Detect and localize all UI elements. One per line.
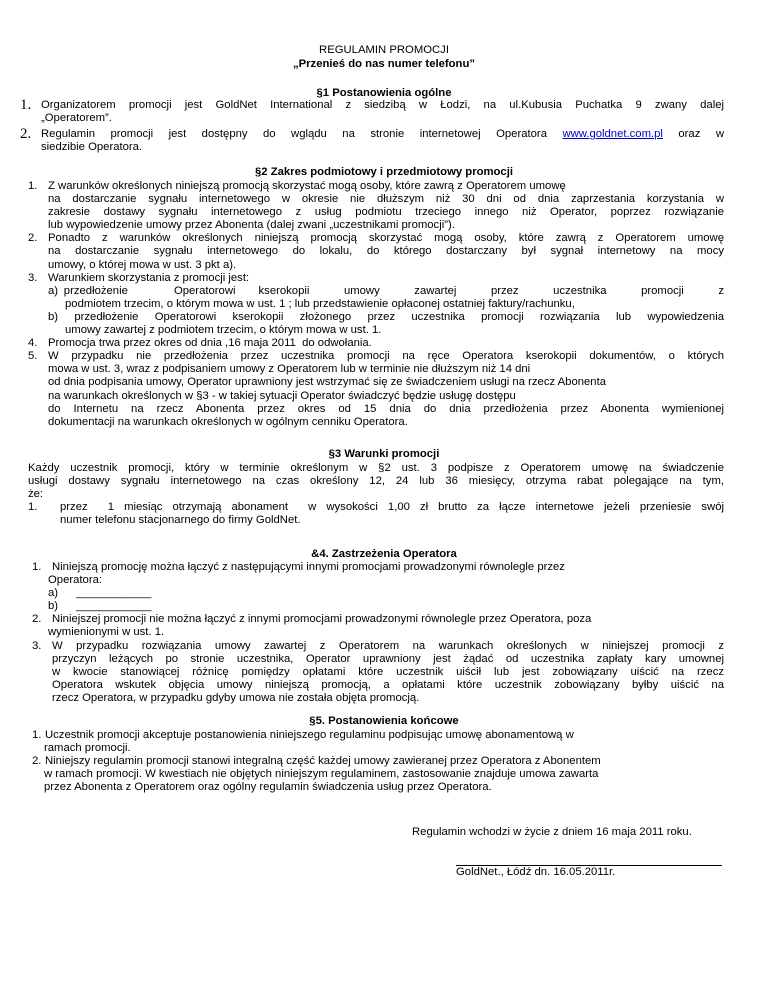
item-text: Organizatorem promocji jest GoldNet International z siedzibą w Łodzi, na ul.Kubusia Puchatka 9 zwany dalej	[41, 99, 724, 111]
item-number: 1.	[32, 729, 42, 741]
item-text: siedzibie Operatora.	[41, 141, 143, 154]
item-text: Niniejszej promocji nie można łączyć z innymi promocjami prowadzonymi równolegle przez Operatora, poza	[52, 613, 592, 626]
blank-b: b) ____________	[48, 600, 152, 613]
item-text: przez Abonenta z Operatorem oraz ogólny regulamin świadczenia usług przez Operatora.	[44, 781, 492, 794]
item-text: do Internetu na rzecz Abonenta przez okres od 15 dnia do dnia przedłożenia przez Abonenta wymienionej	[48, 402, 724, 415]
document-subtitle: „Przenieś do nas numer telefonu”	[292, 58, 476, 70]
signature-caption: GoldNet., Łódź dn. 16.05.2011r.	[456, 866, 616, 878]
item-text: ramach promocji.	[44, 742, 131, 755]
item-number: 2.	[32, 755, 42, 768]
item-text: rzecz Operatora, w przypadku gdyby umowa nie została objęta promocją.	[52, 691, 420, 704]
document-title: REGULAMIN PROMOCJI	[319, 44, 449, 56]
item-number: 2.	[32, 613, 42, 626]
item-text: a) przedłożenie Operatorowi kserokopii umowy zawartej przez uczestnika promocji z	[48, 284, 724, 297]
section-2-heading: §2 Zakres podmiotowy i przedmiotowy promocji	[255, 166, 513, 178]
list-item	[32, 729, 732, 755]
paragraph-line: Każdy uczestnik promocji, który w terminie określonym w §2 ust. 3 podpisze z Operatorem umowę na świadczenie	[28, 462, 724, 474]
item-text: Niniejszą promocję można łączyć z następującymi innymi promocjami prowadzonymi równolegle przez	[52, 561, 565, 573]
list-item	[32, 640, 724, 705]
section-5-list	[32, 729, 732, 794]
item-text: Warunkiem skorzystania z promocji jest:	[48, 271, 250, 284]
section-1-list	[20, 99, 724, 154]
list-item	[20, 99, 724, 125]
item-text: w ramach promocji. W kwestiach nie objętych niniejszym regulaminem, zastosowanie znajduje umowa zawarta	[44, 768, 599, 781]
list-item	[32, 613, 724, 639]
item-text: Operatora:	[48, 574, 103, 587]
item-text: umowy zawartej z podmiotem trzecim, o którym mowa w ust. 1.	[65, 324, 382, 337]
item-text: Promocja trwa przez okres od dnia ,16 maja 2011 do odwołania.	[48, 337, 372, 350]
blank-a: a) ____________	[48, 587, 152, 600]
list-item	[28, 180, 724, 232]
section-4-heading: &4. Zastrzeżenia Operatora	[311, 548, 457, 560]
item-text: na dostarczanie sygnału internetowego w okresie nie dłuższym niż 30 dni od dnia zaprzestania korzystania w	[48, 193, 724, 206]
item-text: Niniejszy regulamin promocji stanowi integralną część każdej umowy zawieranej przez Operatora z Abonentem	[45, 755, 601, 768]
item-text: podmiotem trzecim, o którym mowa w ust. 1 ; lub przedstawienie opłaconej ostatniej faktury/rachunku,	[65, 297, 575, 310]
item-text: W przypadku rozwiązania umowy zawartej z Operatorem na warunkach określonych w niniejszej promocji z	[52, 639, 724, 652]
item-text: Z warunków określonych niniejszą promocją skorzystać mogą osoby, które zawrą z Operatorem umowę	[48, 180, 566, 192]
item-number: 3.	[32, 639, 42, 652]
item-text: W przypadku nie przedłożenia przez uczestnika promocji na ręce Operatora kserokopii dokumentów, o których	[48, 350, 724, 363]
item-number: 3.	[28, 271, 38, 284]
item-number: 2.	[20, 126, 32, 143]
section-2-list	[28, 180, 724, 429]
list-item	[32, 755, 732, 794]
item-text: „Operatorem”.	[41, 112, 112, 125]
list-item	[20, 128, 724, 154]
paragraph-line: że:	[28, 488, 44, 501]
list-item	[28, 501, 724, 527]
paragraph-line: usługi dostawy sygnału internetowego na czas określony 12, 24 lub 36 miesięcy, otrzyma rabat polegające na tym,	[28, 475, 724, 488]
item-text: Ponadto z warunków określonych niniejszą promocją skorzystać mogą osoby, które zawrą z Operatorem umowę	[48, 232, 724, 245]
list-item	[28, 337, 724, 350]
effective-date: Regulamin wchodzi w życie z dniem 16 maja 2011 roku.	[412, 826, 692, 838]
section-1-heading: §1 Postanowienia ogólne	[316, 87, 452, 99]
item-number: 1.	[28, 180, 38, 192]
list-item	[28, 272, 724, 337]
item-text: Uczestnik promocji akceptuje postanowienia niniejszego regulaminu podpisując umowę abonamentową w	[45, 729, 574, 741]
section-4-list	[32, 561, 724, 705]
item-text: b) przedłożenie Operatorowi kserokopii złożonego przez uczestnika promocji rozwiązania lub wypowiedzenia	[48, 310, 724, 323]
item-number: 2.	[28, 232, 38, 245]
item-text: mowa w ust. 3, wraz z podpisaniem umowy z Operatorem lub w terminie nie dłuższym niż 14 dni	[48, 363, 531, 376]
item-text: lub wypowiedzenie umowy przez Abonenta (dalej zwani „uczestnikami promocji”).	[48, 219, 455, 232]
item-text: od dnia podpisania umowy, Operator uprawniony jest wstrzymać się ze świadczeniem usługi na rzecz Abonenta	[48, 376, 607, 389]
item-text: na dostarczanie sygnału internetowego do lokalu, do którego dostarczany był sygnał internetowy na mocy	[48, 245, 724, 258]
item-text: w kwocie stanowiącej różnicę pomiędzy opłatami które uczestnik uiścił lub jest zobowiązany uiścić na rzecz	[52, 665, 724, 678]
list-item	[28, 350, 724, 429]
item-number: 4.	[28, 337, 38, 350]
operator-website-link[interactable]: www.goldnet.com.pl	[562, 128, 663, 141]
item-text: Operatora wskutek objęcia umowy niniejszą promocją, a opłatami które uczestnik zobowiązany byłby uiścić na	[52, 678, 724, 691]
section-5-heading: §5. Postanowienia końcowe	[309, 715, 459, 727]
section-3-body	[28, 462, 724, 527]
item-text: przez 1 miesiąc otrzymają abonament w wysokości 1,00 zł brutto za łącze internetowe jeżeli przeniesie swój	[60, 501, 724, 514]
item-text: umowy, o której mowa w ust. 3 pkt a).	[48, 258, 237, 271]
item-number: 1.	[32, 561, 42, 573]
item-number: 1.	[20, 97, 32, 113]
item-text: zakresie dostawy sygnału internetowego z usług podmiotu trzeciego innego niż Operator, poprzez rozwiązanie	[48, 206, 724, 219]
item-text: Regulamin promocji jest dostępny do wglądu na stronie internetowej Operatora www.goldnet.com.pl oraz w	[41, 128, 724, 141]
item-text: dokumentacji na warunkach określonych w ogólnym cenniku Operatora.	[48, 415, 408, 428]
list-item	[32, 561, 724, 613]
item-text: na warunkach określonych w §3 - w takiej sytuacji Operator świadczyć będzie usługę dostępu	[48, 389, 516, 402]
item-number: 1.	[28, 501, 38, 514]
item-text: numer telefonu stacjonarnego do firmy GoldNet.	[60, 514, 301, 527]
item-number: 5.	[28, 350, 38, 363]
section-3-heading: §3 Warunki promocji	[328, 448, 440, 460]
item-text: wymienionymi w ust. 1.	[48, 626, 165, 639]
list-item	[28, 232, 724, 271]
item-text: przyczyn leżących po stronie uczestnika, Operator uprawniony jest żądać od uczestnika zapłaty kary umownej	[52, 652, 724, 665]
